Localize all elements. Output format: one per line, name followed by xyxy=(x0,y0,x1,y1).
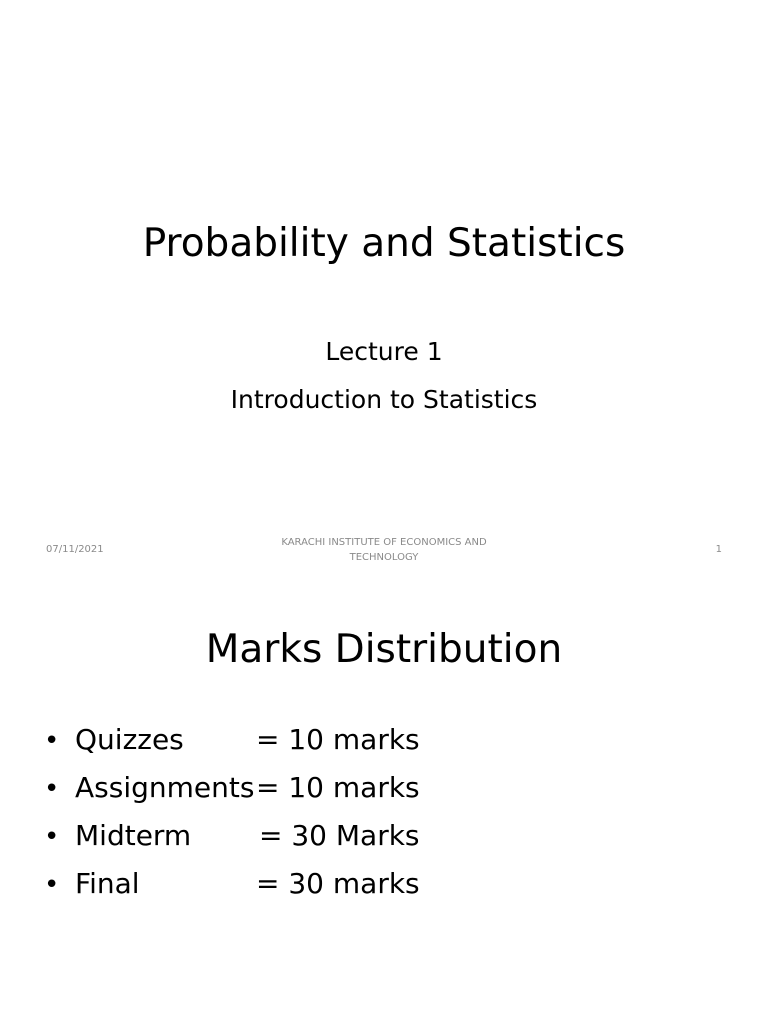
item-value: = 10 marks xyxy=(256,723,420,756)
marks-list xyxy=(44,716,420,908)
item-label: Midterm xyxy=(75,819,192,852)
item-value: = 30 marks xyxy=(256,867,420,900)
footer-organization-line2: TECHNOLOGY xyxy=(349,552,419,563)
footer-date: 07/11/2021 xyxy=(46,544,104,555)
footer-organization-line1: KARACHI INSTITUTE OF ECONOMICS AND xyxy=(281,537,487,548)
slide-title: Marks Distribution xyxy=(205,627,563,672)
bullet-icon: • xyxy=(44,726,60,756)
footer-page-number: 1 xyxy=(715,544,722,555)
list-item xyxy=(44,764,420,812)
bullet-icon: • xyxy=(44,870,60,900)
item-label: Final xyxy=(75,867,140,900)
lecture-number: Lecture 1 xyxy=(325,337,443,366)
item-value: = 10 marks xyxy=(256,771,420,804)
footer-organization xyxy=(264,535,504,565)
bullet-icon: • xyxy=(44,822,60,852)
lecture-topic: Introduction to Statistics xyxy=(230,385,538,414)
item-label: Assignments xyxy=(75,771,255,804)
list-item xyxy=(44,860,420,908)
bullet-icon: • xyxy=(44,774,60,804)
slide-title: Probability and Statistics xyxy=(142,221,626,266)
item-value: = 30 Marks xyxy=(259,819,420,852)
marks-distribution-slide xyxy=(0,576,768,1024)
item-label: Quizzes xyxy=(75,723,184,756)
list-item xyxy=(44,812,420,860)
list-item xyxy=(44,716,420,764)
